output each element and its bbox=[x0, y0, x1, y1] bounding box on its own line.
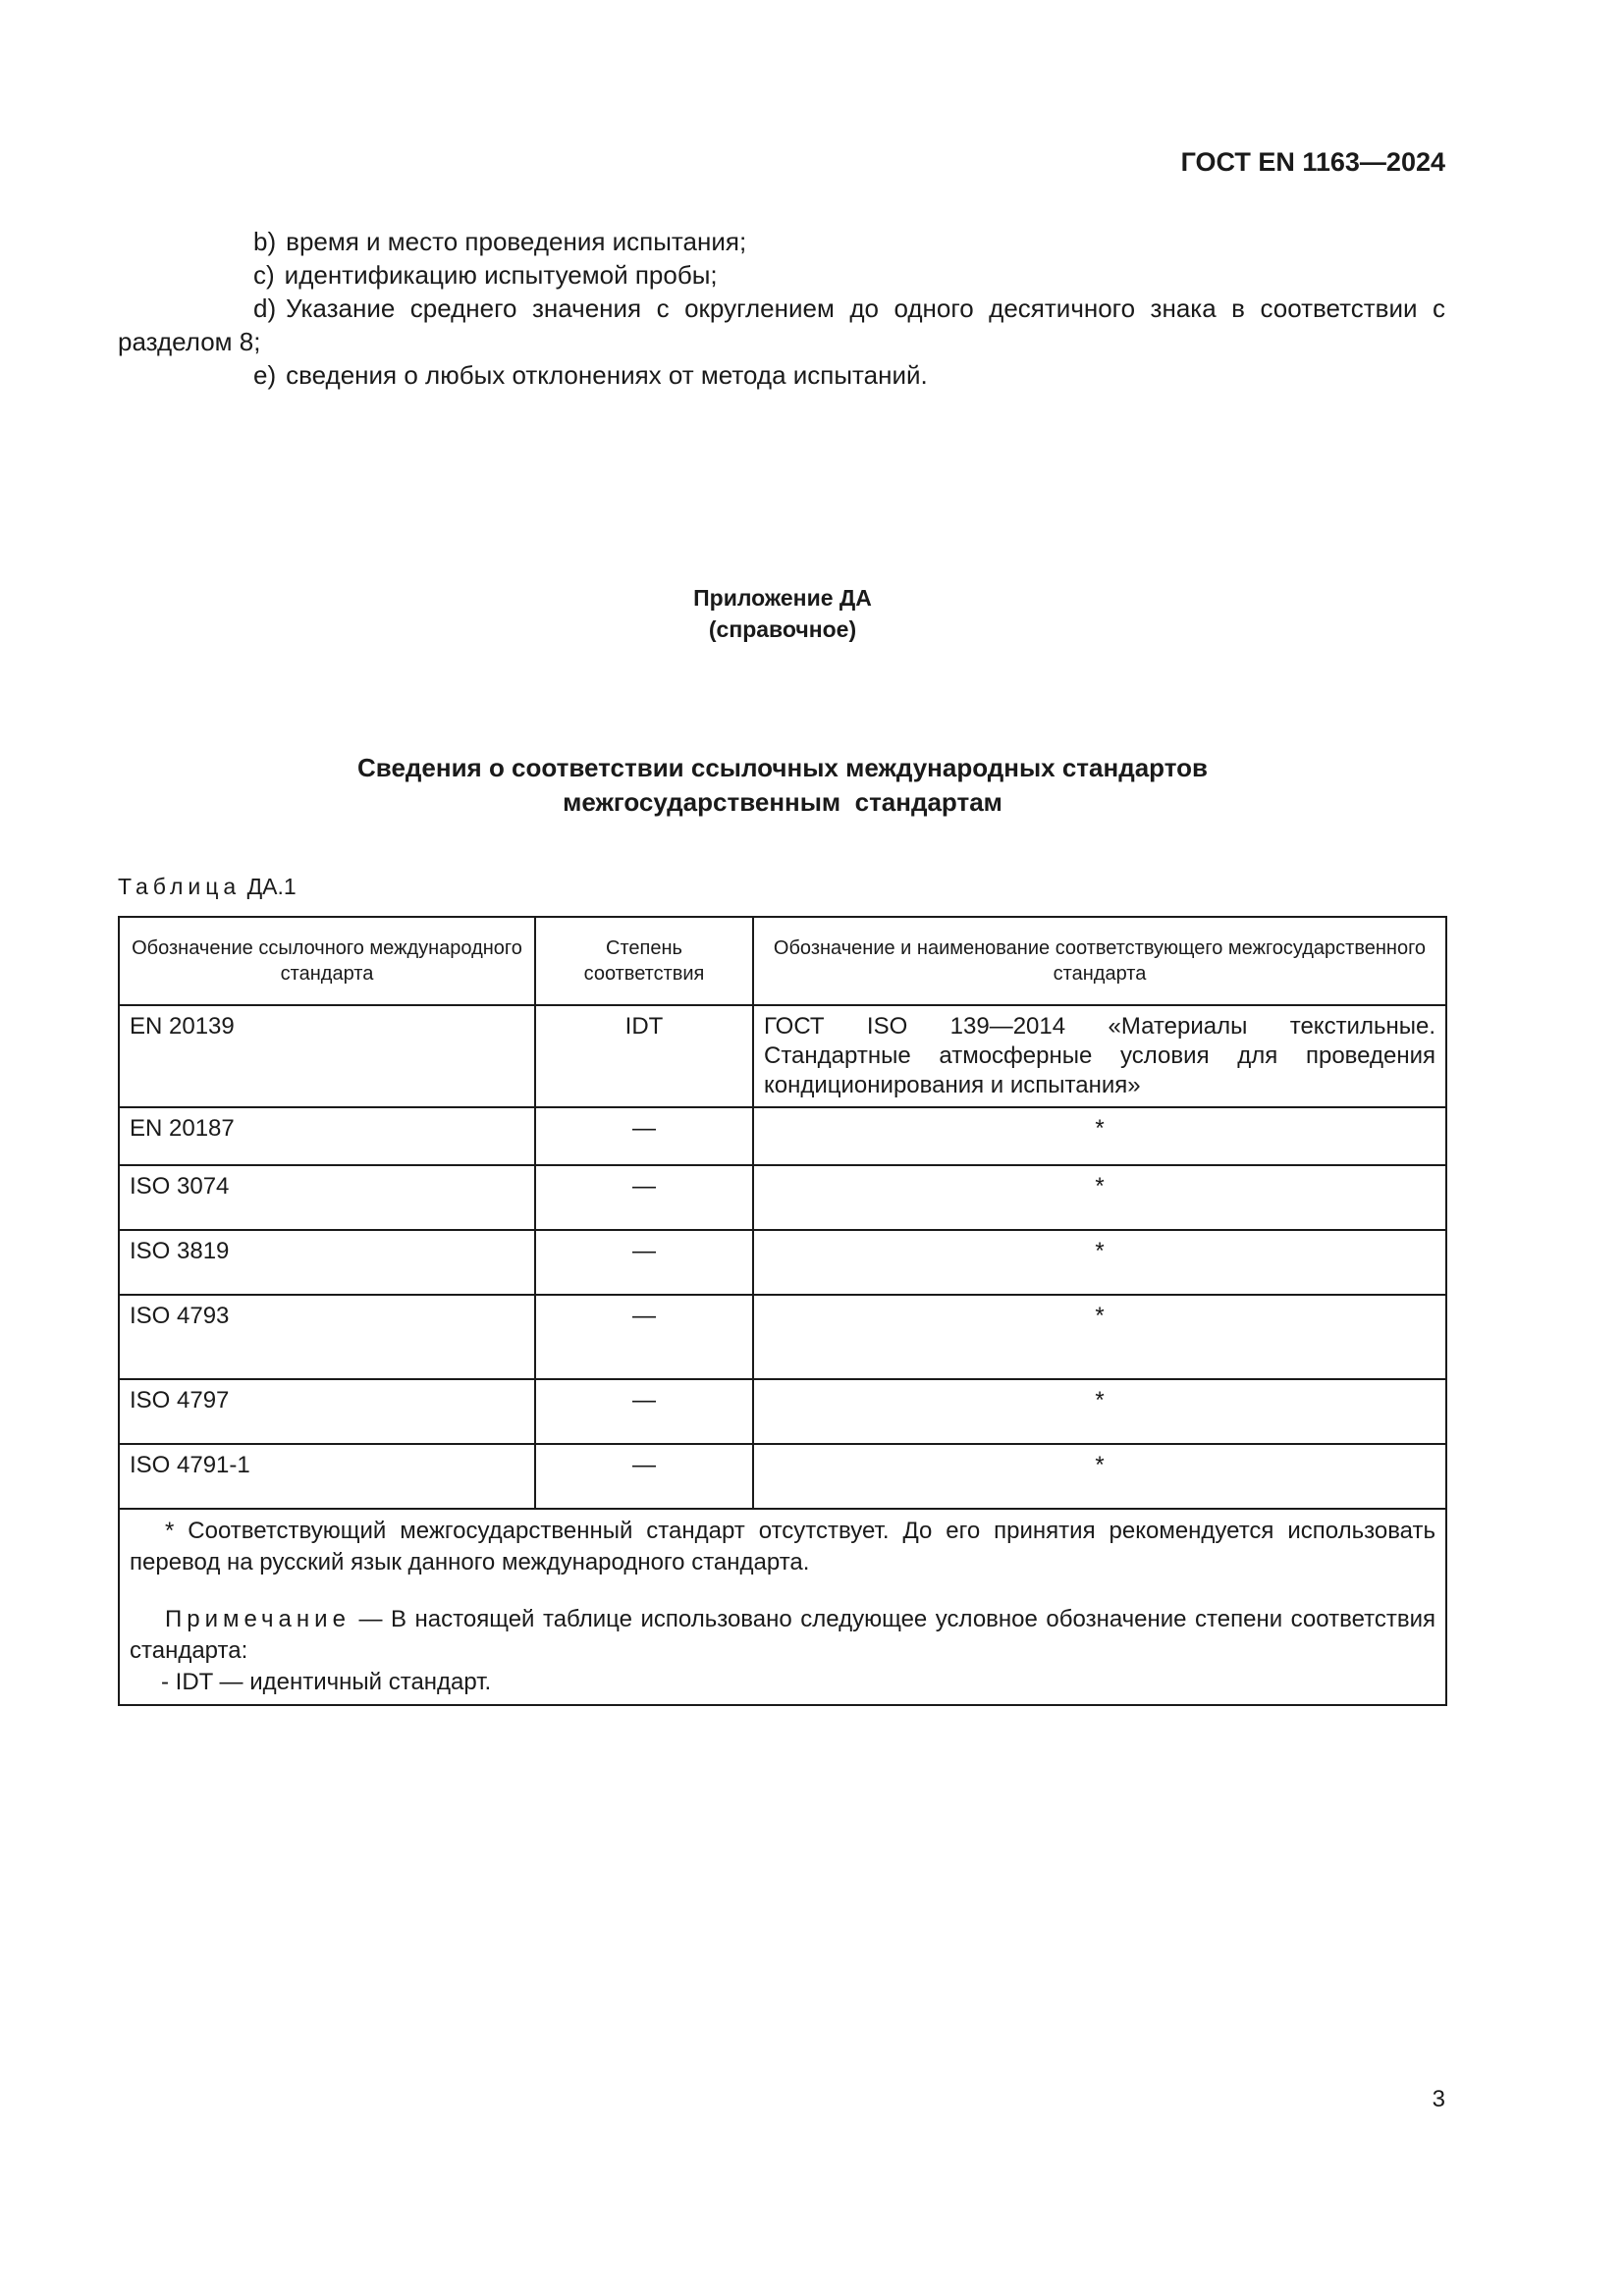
annex-subtitle: (справочное) bbox=[708, 616, 857, 642]
cell-degree: — bbox=[535, 1379, 753, 1444]
table-row bbox=[119, 1230, 1446, 1295]
note-label: Примечание bbox=[165, 1606, 351, 1632]
list-marker: d) bbox=[253, 294, 277, 323]
cell-standard: ISO 4791-1 bbox=[119, 1444, 535, 1509]
list-item-text: Указание среднего значения с округлением до одного десятичного знака в соответствии с разделом 8; bbox=[118, 294, 1445, 356]
list-item-text: сведения о любых отклонениях от метода испытаний. bbox=[286, 360, 928, 390]
standards-correspondence-table bbox=[118, 916, 1447, 1706]
table-row bbox=[119, 1107, 1446, 1165]
note-item: - IDT — идентичный стандарт. bbox=[161, 1669, 492, 1695]
table-row bbox=[119, 1005, 1446, 1107]
cell-national: * bbox=[753, 1165, 1446, 1230]
list-item bbox=[118, 292, 1445, 358]
list-item-text: время и место проведения испытания; bbox=[286, 227, 747, 256]
table-row bbox=[119, 1379, 1446, 1444]
table-caption bbox=[118, 874, 297, 900]
section-title bbox=[0, 751, 1565, 820]
cell-degree: IDT bbox=[535, 1005, 753, 1107]
cell-national: * bbox=[753, 1107, 1446, 1165]
cell-degree: — bbox=[535, 1295, 753, 1379]
annex-heading bbox=[0, 582, 1565, 645]
header-national-standard: Обозначение и наименование соответствующего межгосударственного стандарта bbox=[753, 917, 1446, 1005]
table-footnote-cell bbox=[119, 1509, 1446, 1705]
header-degree: Степень соответствия bbox=[535, 917, 753, 1005]
table-footer-row bbox=[119, 1509, 1446, 1705]
cell-standard: ISO 3819 bbox=[119, 1230, 535, 1295]
list-item-text: идентификацию испытуемой пробы; bbox=[284, 260, 718, 290]
cell-standard: EN 20187 bbox=[119, 1107, 535, 1165]
list-item bbox=[118, 358, 1445, 392]
cell-national: * bbox=[753, 1295, 1446, 1379]
annex-title: Приложение ДА bbox=[693, 585, 872, 611]
list-item bbox=[118, 258, 1445, 292]
cell-degree: — bbox=[535, 1444, 753, 1509]
cell-national: * bbox=[753, 1379, 1446, 1444]
table-caption-word: Таблица bbox=[118, 874, 242, 899]
table-footnote: * Соответствующий межгосударственный стандарт отсутствует. До его принятия рекомендуется использовать перевод на русский язык данного международного стандарта. bbox=[130, 1518, 1435, 1575]
section-title-line-1: Сведения о соответствии ссылочных международных стандартов bbox=[357, 753, 1208, 782]
table-row bbox=[119, 1295, 1446, 1379]
table-row bbox=[119, 1444, 1446, 1509]
section-title-line-2: межгосударственным стандартам bbox=[563, 787, 1002, 817]
page-number: 3 bbox=[1432, 2086, 1445, 2112]
list-marker: b) bbox=[253, 227, 277, 256]
cell-standard: ISO 3074 bbox=[119, 1165, 535, 1230]
cell-degree: — bbox=[535, 1230, 753, 1295]
cell-national: * bbox=[753, 1230, 1446, 1295]
list-item bbox=[118, 225, 1445, 258]
cell-national: ГОСТ ISO 139—2014 «Материалы текстильные. Стандартные атмосферные условия для проведения кондиционирования и испытания» bbox=[753, 1005, 1446, 1107]
list-marker: e) bbox=[253, 360, 277, 390]
cell-standard: ISO 4797 bbox=[119, 1379, 535, 1444]
table-caption-id: ДА.1 bbox=[246, 874, 297, 899]
table-note bbox=[130, 1604, 1435, 1667]
header-reference-standard: Обозначение ссылочного международного стандарта bbox=[119, 917, 535, 1005]
cell-national: * bbox=[753, 1444, 1446, 1509]
note-text: — В настоящей таблице использовано следующее условное обозначение степени соответствия стандарта: bbox=[130, 1606, 1435, 1664]
cell-degree: — bbox=[535, 1165, 753, 1230]
cell-standard: EN 20139 bbox=[119, 1005, 535, 1107]
cell-degree: — bbox=[535, 1107, 753, 1165]
table-row bbox=[119, 1165, 1446, 1230]
document-code: ГОСТ EN 1163—2024 bbox=[1180, 147, 1445, 177]
list-marker: c) bbox=[253, 260, 275, 290]
cell-standard: ISO 4793 bbox=[119, 1295, 535, 1379]
table-header-row bbox=[119, 917, 1446, 1005]
requirements-list bbox=[118, 225, 1445, 392]
